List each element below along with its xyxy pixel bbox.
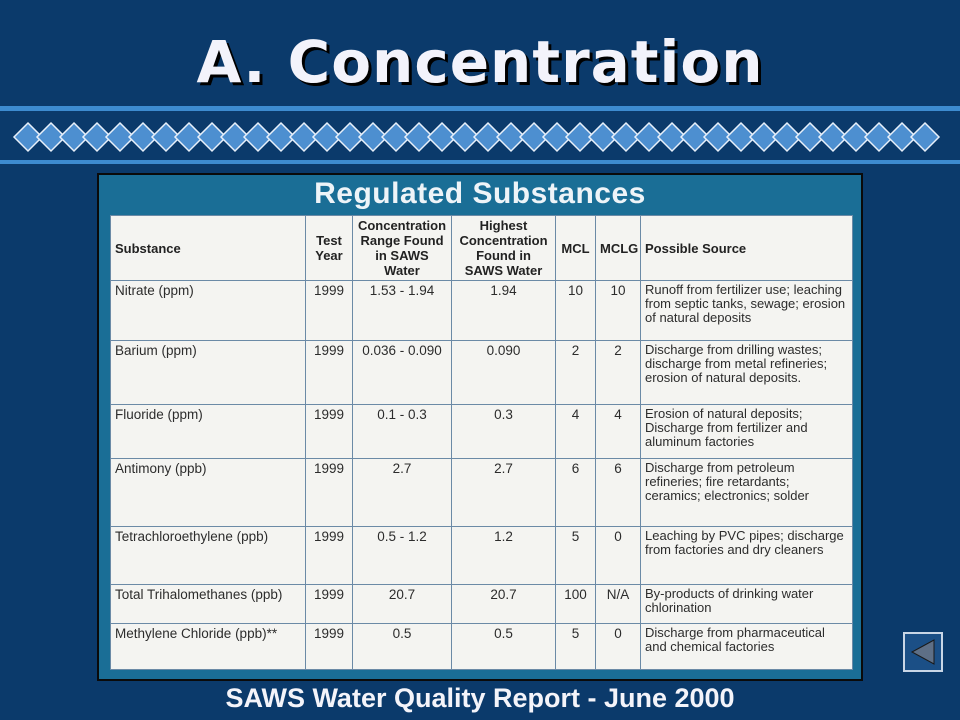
regulated-substances-table — [110, 215, 853, 670]
cell-year: 1999 — [306, 281, 353, 341]
cell-mclg: 6 — [596, 458, 641, 527]
cell-mcl: 10 — [556, 281, 596, 341]
slide-title: A. Concentration — [196, 28, 764, 96]
bottom-rule — [0, 160, 960, 164]
col-header: MCLG — [596, 216, 641, 281]
prev-slide-button[interactable] — [903, 632, 943, 672]
table-row — [111, 405, 853, 458]
cell-mclg: 10 — [596, 281, 641, 341]
diamond-chain-divider — [12, 121, 950, 153]
cell-substance: Total Trihalomethanes (ppb) — [111, 584, 306, 623]
cell-mclg: 0 — [596, 623, 641, 669]
diamond-ornament — [911, 123, 939, 151]
cell-mcl: 4 — [556, 405, 596, 458]
cell-source: Runoff from fertilizer use; leaching from septic tanks, sewage; erosion of natural deposits — [641, 281, 853, 341]
cell-range: 0.5 — [353, 623, 452, 669]
cell-substance: Fluoride (ppm) — [111, 405, 306, 458]
table-heading: Regulated Substances — [314, 177, 646, 210]
cell-source: Discharge from petroleum refineries; fire retardants; ceramics; electronics; solder — [641, 458, 853, 527]
cell-range: 0.036 - 0.090 — [353, 340, 452, 405]
cell-year: 1999 — [306, 405, 353, 458]
cell-source: Discharge from drilling wastes; discharge from metal refineries; erosion of natural deposits. — [641, 340, 853, 405]
cell-year: 1999 — [306, 340, 353, 405]
footer-caption: SAWS Water Quality Report - June 2000 — [225, 683, 735, 713]
cell-source: Discharge from pharmaceutical and chemical factories — [641, 623, 853, 669]
prev-slide-icon — [905, 634, 941, 670]
cell-mcl: 100 — [556, 584, 596, 623]
cell-range: 2.7 — [353, 458, 452, 527]
table-image — [97, 173, 863, 681]
cell-highest: 0.5 — [452, 623, 556, 669]
table-row — [111, 527, 853, 584]
cell-mcl: 6 — [556, 458, 596, 527]
cell-substance: Methylene Chloride (ppb)** — [111, 623, 306, 669]
top-rule — [0, 106, 960, 111]
cell-highest: 2.7 — [452, 458, 556, 527]
table-row — [111, 340, 853, 405]
cell-source: Leaching by PVC pipes; discharge from factories and dry cleaners — [641, 527, 853, 584]
cell-highest: 1.2 — [452, 527, 556, 584]
cell-mclg: 2 — [596, 340, 641, 405]
cell-range: 0.5 - 1.2 — [353, 527, 452, 584]
col-header: MCL — [556, 216, 596, 281]
cell-substance: Nitrate (ppm) — [111, 281, 306, 341]
cell-mcl: 5 — [556, 623, 596, 669]
cell-highest: 0.3 — [452, 405, 556, 458]
cell-substance: Barium (ppm) — [111, 340, 306, 405]
cell-mclg: N/A — [596, 584, 641, 623]
cell-year: 1999 — [306, 584, 353, 623]
col-header: Highest Concentration Found in SAWS Water — [452, 216, 556, 281]
col-header: Concentration Range Found in SAWS Water — [353, 216, 452, 281]
cell-year: 1999 — [306, 527, 353, 584]
cell-mcl: 5 — [556, 527, 596, 584]
cell-substance: Antimony (ppb) — [111, 458, 306, 527]
table-row — [111, 281, 853, 341]
cell-range: 1.53 - 1.94 — [353, 281, 452, 341]
col-header: Test Year — [306, 216, 353, 281]
cell-range: 0.1 - 0.3 — [353, 405, 452, 458]
cell-year: 1999 — [306, 623, 353, 669]
table-row — [111, 458, 853, 527]
cell-source: Erosion of natural deposits; Discharge from fertilizer and aluminum factories — [641, 405, 853, 458]
cell-highest: 0.090 — [452, 340, 556, 405]
cell-highest: 1.94 — [452, 281, 556, 341]
cell-highest: 20.7 — [452, 584, 556, 623]
table-row — [111, 623, 853, 669]
cell-source: By-products of drinking water chlorination — [641, 584, 853, 623]
cell-mclg: 0 — [596, 527, 641, 584]
table-row — [111, 584, 853, 623]
cell-mcl: 2 — [556, 340, 596, 405]
header-row — [111, 216, 853, 281]
cell-substance: Tetrachloroethylene (ppb) — [111, 527, 306, 584]
cell-mclg: 4 — [596, 405, 641, 458]
col-header: Substance — [111, 216, 306, 281]
col-header: Possible Source — [641, 216, 853, 281]
cell-year: 1999 — [306, 458, 353, 527]
cell-range: 20.7 — [353, 584, 452, 623]
